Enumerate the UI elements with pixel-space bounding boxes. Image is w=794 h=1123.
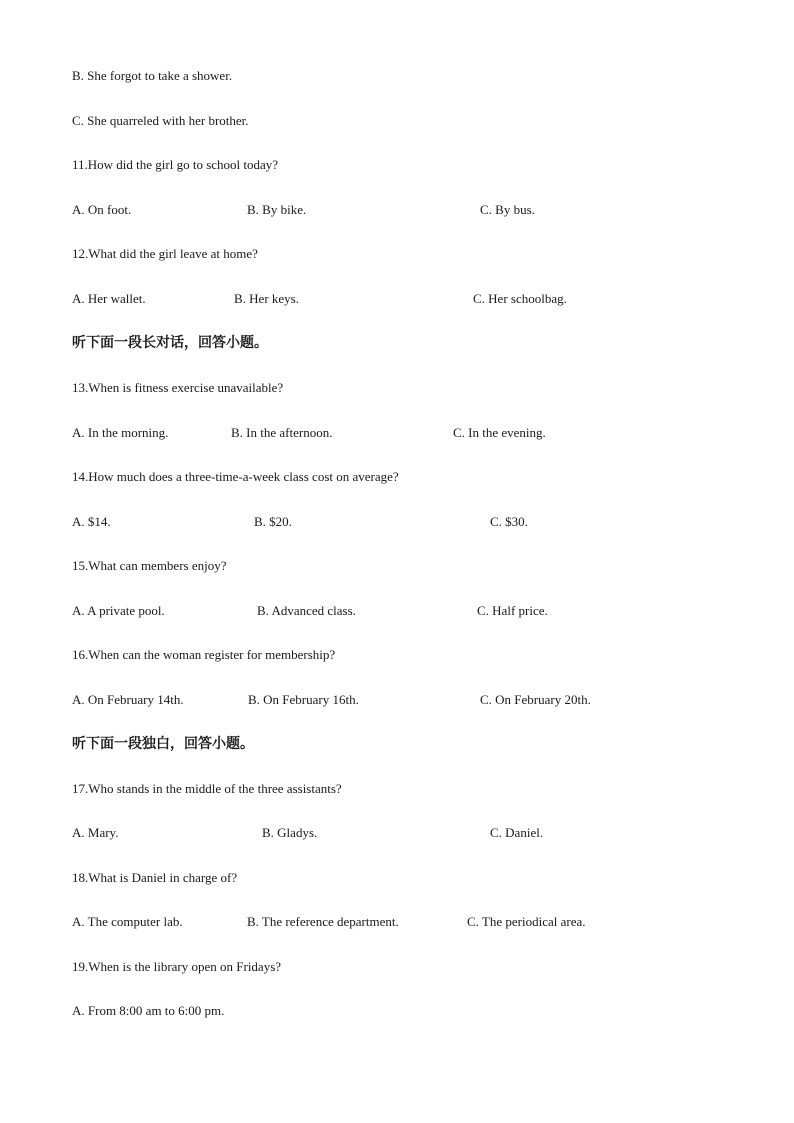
q16-option-c: C. On February 20th. — [480, 692, 591, 707]
q15-option-b: B. Advanced class. — [257, 603, 356, 618]
q11-option-a: A. On foot. — [72, 202, 132, 217]
question-13: 13.When is fitness exercise unavailable? — [72, 380, 284, 395]
q17-option-a: A. Mary. — [72, 825, 119, 840]
question-11: 11.How did the girl go to school today? — [72, 157, 279, 172]
question-12: 12.What did the girl leave at home? — [72, 246, 258, 261]
option-b-q10: B. She forgot to take a shower. — [72, 68, 233, 83]
q14-option-a: A. $14. — [72, 514, 111, 529]
question-19: 19.When is the library open on Fridays? — [72, 959, 282, 974]
q16-option-a: A. On February 14th. — [72, 692, 184, 707]
q18-option-a: A. The computer lab. — [72, 914, 183, 929]
q12-option-c: C. Her schoolbag. — [473, 291, 567, 306]
question-17: 17.Who stands in the middle of the three assistants? — [72, 781, 342, 796]
section-heading-long-dialogue: 听下面一段长对话，回答小题。 — [72, 335, 268, 351]
question-15: 15.What can members enjoy? — [72, 558, 227, 573]
q12-option-a: A. Her wallet. — [72, 291, 146, 306]
q18-option-c: C. The periodical area. — [467, 914, 586, 929]
q19-option-a: A. From 8:00 am to 6:00 pm. — [72, 1003, 225, 1018]
q15-option-a: A. A private pool. — [72, 603, 165, 618]
q17-option-c: C. Daniel. — [490, 825, 544, 840]
q18-option-b: B. The reference department. — [247, 914, 399, 929]
q14-option-b: B. $20. — [254, 514, 292, 529]
q13-option-c: C. In the evening. — [453, 425, 546, 440]
q15-option-c: C. Half price. — [477, 603, 548, 618]
q11-option-c: C. By bus. — [480, 202, 535, 217]
q13-option-b: B. In the afternoon. — [231, 425, 333, 440]
question-18: 18.What is Daniel in charge of? — [72, 870, 238, 885]
question-16: 16.When can the woman register for membership? — [72, 647, 336, 662]
option-c-q10: C. She quarreled with her brother. — [72, 113, 249, 128]
question-14: 14.How much does a three-time-a-week class cost on average? — [72, 469, 399, 484]
q17-option-b: B. Gladys. — [262, 825, 318, 840]
q16-option-b: B. On February 16th. — [248, 692, 359, 707]
q13-option-a: A. In the morning. — [72, 425, 169, 440]
q11-option-b: B. By bike. — [247, 202, 307, 217]
q14-option-c: C. $30. — [490, 514, 528, 529]
q12-option-b: B. Her keys. — [234, 291, 299, 306]
section-heading-monologue: 听下面一段独白，回答小题。 — [72, 736, 254, 752]
